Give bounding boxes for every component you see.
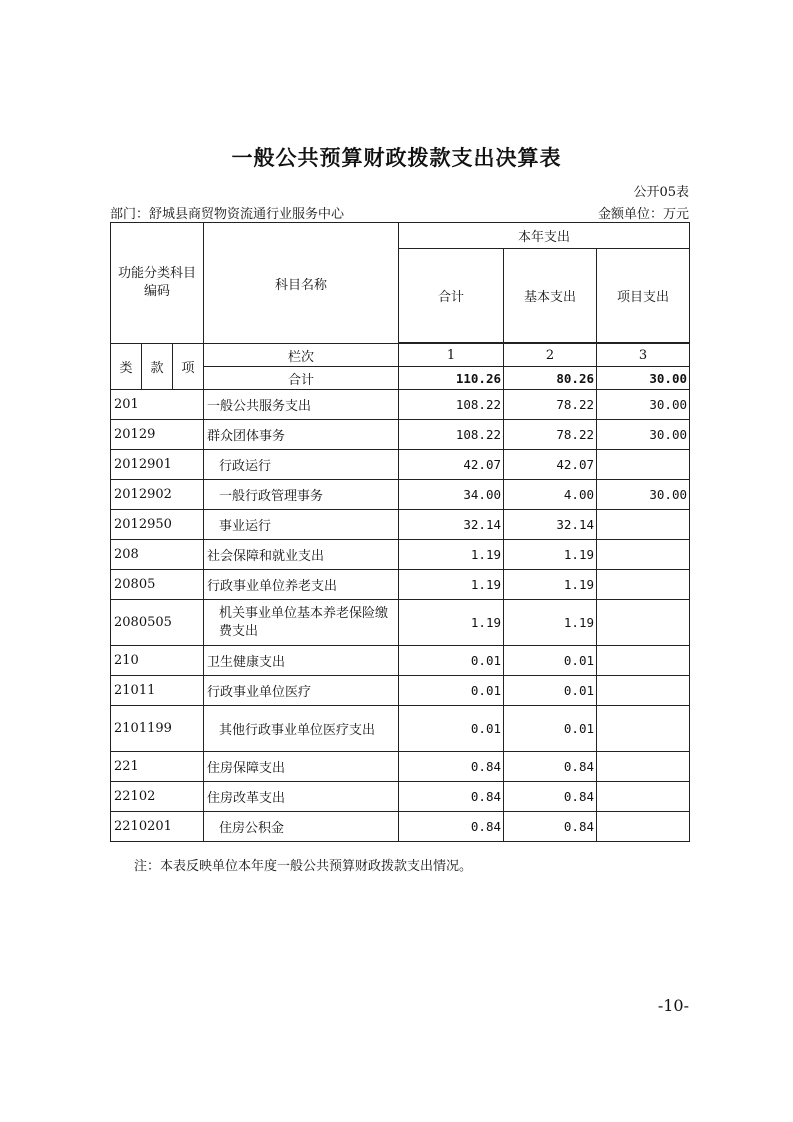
row-total: 0.84	[399, 752, 504, 782]
row-name: 行政事业单位养老支出	[204, 570, 399, 600]
row-code: 210	[111, 646, 204, 676]
row-code: 2012950	[111, 510, 204, 540]
row-total: 108.22	[399, 390, 504, 420]
row-total: 32.14	[399, 510, 504, 540]
department-label: 部门：舒城县商贸物资流通行业服务中心	[110, 207, 345, 222]
header-column-order: 栏次	[204, 344, 399, 367]
header-xiang: 项	[173, 344, 204, 390]
row-code: 22102	[111, 782, 204, 812]
row-project: 30.00	[597, 420, 690, 450]
row-total: 1.19	[399, 540, 504, 570]
row-project	[597, 450, 690, 480]
table-row	[111, 480, 690, 510]
table-row	[111, 540, 690, 570]
row-code: 20805	[111, 570, 204, 600]
row-code: 2101199	[111, 706, 204, 752]
row-name: 机关事业单位基本养老保险缴费支出	[204, 600, 399, 646]
row-total: 1.19	[399, 600, 504, 646]
page-title: 一般公共预算财政拨款支出决算表	[231, 145, 562, 170]
row-name: 一般行政管理事务	[204, 480, 399, 510]
row-name: 行政事业单位医疗	[204, 676, 399, 706]
table-row	[111, 676, 690, 706]
header-lei: 类	[111, 344, 142, 390]
row-project	[597, 646, 690, 676]
table-row	[111, 570, 690, 600]
row-project	[597, 570, 690, 600]
row-basic: 1.19	[504, 600, 597, 646]
row-basic: 0.84	[504, 812, 597, 842]
header-basic: 基本支出	[504, 249, 597, 343]
header-total: 合计	[399, 249, 504, 343]
sum-project: 30.00	[597, 367, 690, 390]
row-project: 30.00	[597, 480, 690, 510]
row-name: 住房保障支出	[204, 752, 399, 782]
row-project	[597, 600, 690, 646]
table-row	[111, 600, 690, 646]
row-basic: 42.07	[504, 450, 597, 480]
row-code: 221	[111, 752, 204, 782]
row-basic: 1.19	[504, 540, 597, 570]
row-project	[597, 676, 690, 706]
row-code: 201	[111, 390, 204, 420]
row-project	[597, 706, 690, 752]
row-total: 0.01	[399, 706, 504, 752]
table-note: 注：本表反映单位本年度一般公共预算财政拨款支出情况。	[134, 859, 473, 874]
row-basic: 0.01	[504, 706, 597, 752]
row-project: 30.00	[597, 390, 690, 420]
row-basic: 78.22	[504, 420, 597, 450]
column-number-1: 1	[399, 344, 504, 367]
row-code: 2012901	[111, 450, 204, 480]
row-code: 2080505	[111, 600, 204, 646]
expenditure-table	[110, 222, 690, 842]
row-total: 0.01	[399, 646, 504, 676]
row-basic: 4.00	[504, 480, 597, 510]
row-total: 0.84	[399, 782, 504, 812]
row-code: 2012902	[111, 480, 204, 510]
row-name: 一般公共服务支出	[204, 390, 399, 420]
row-basic: 1.19	[504, 570, 597, 600]
row-project	[597, 782, 690, 812]
table-row	[111, 812, 690, 842]
row-total: 42.07	[399, 450, 504, 480]
row-name: 卫生健康支出	[204, 646, 399, 676]
row-total: 1.19	[399, 570, 504, 600]
row-name: 社会保障和就业支出	[204, 540, 399, 570]
row-basic: 0.01	[504, 676, 597, 706]
page-number: -10-	[657, 996, 689, 1015]
header-project: 项目支出	[597, 249, 690, 343]
row-name: 事业运行	[204, 510, 399, 540]
row-code: 2210201	[111, 812, 204, 842]
row-code: 20129	[111, 420, 204, 450]
table-row	[111, 390, 690, 420]
row-basic: 0.01	[504, 646, 597, 676]
column-number-3: 3	[597, 344, 690, 367]
row-project	[597, 812, 690, 842]
row-basic: 78.22	[504, 390, 597, 420]
row-code: 21011	[111, 676, 204, 706]
column-number-2: 2	[504, 344, 597, 367]
row-project	[597, 510, 690, 540]
form-number: 公开05表	[633, 185, 689, 200]
table-row	[111, 706, 690, 752]
row-name: 群众团体事务	[204, 420, 399, 450]
row-total: 0.01	[399, 676, 504, 706]
header-kuan: 款	[142, 344, 173, 390]
amount-unit-label: 金额单位：万元	[597, 207, 689, 222]
table-row	[111, 782, 690, 812]
row-total: 0.84	[399, 812, 504, 842]
table-row	[111, 646, 690, 676]
header-current-year: 本年支出	[399, 223, 690, 249]
sum-total: 110.26	[399, 367, 504, 390]
row-total: 108.22	[399, 420, 504, 450]
table-row	[111, 752, 690, 782]
header-code-group: 功能分类科目编码	[111, 223, 204, 344]
sum-row-label: 合计	[204, 367, 399, 390]
table-row	[111, 510, 690, 540]
row-name: 行政运行	[204, 450, 399, 480]
row-name: 住房公积金	[204, 812, 399, 842]
sum-basic: 80.26	[504, 367, 597, 390]
row-name: 其他行政事业单位医疗支出	[204, 706, 399, 752]
row-basic: 0.84	[504, 782, 597, 812]
row-name: 住房改革支出	[204, 782, 399, 812]
table-row	[111, 450, 690, 480]
row-basic: 0.84	[504, 752, 597, 782]
row-basic: 32.14	[504, 510, 597, 540]
row-total: 34.00	[399, 480, 504, 510]
table-row	[111, 420, 690, 450]
row-project	[597, 752, 690, 782]
row-code: 208	[111, 540, 204, 570]
row-project	[597, 540, 690, 570]
header-subject-name: 科目名称	[204, 223, 399, 344]
